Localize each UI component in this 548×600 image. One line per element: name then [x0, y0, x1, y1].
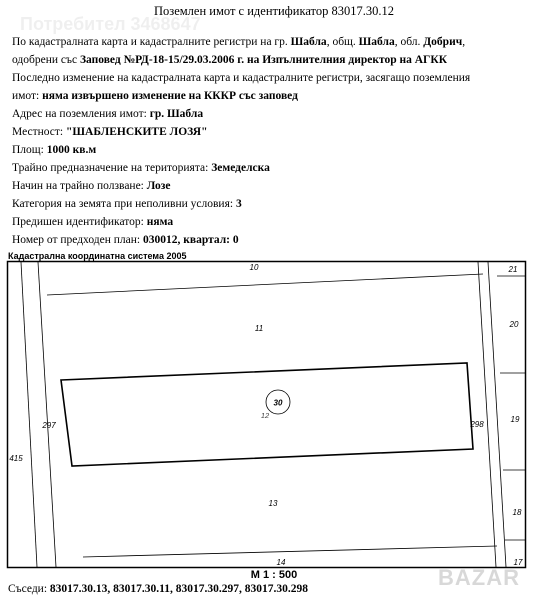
boundary-line — [21, 262, 37, 567]
boundary-line — [38, 262, 56, 567]
parcel-label: 18 — [512, 508, 522, 517]
info-area: Площ: 1000 кв.м — [12, 144, 97, 156]
info-usage: Начин на трайно ползване: Лозе — [12, 180, 171, 192]
page-title: Поземлен имот с идентификатор 83017.30.12 — [154, 4, 394, 18]
info-previous-id: Предишен идентификатор: няма — [12, 216, 174, 228]
info-address: Адрес на поземления имот: гр. Шабла — [12, 108, 204, 120]
parcel-label: 11 — [254, 324, 264, 333]
info-locality: Местност: "ШАБЛЕНСКИТЕ ЛОЗЯ" — [12, 126, 208, 138]
info-purpose: Трайно предназначение на територията: Земеделска — [12, 162, 270, 174]
boundary-line — [47, 274, 483, 295]
watermark-text: Потребител 3468647 — [20, 14, 201, 34]
parcel-label: 17 — [513, 558, 523, 567]
coordinate-system-label: Кадастрална координатна система 2005 — [8, 251, 187, 261]
parcel-label: 13 — [268, 499, 278, 508]
parcel-label: 297 — [42, 421, 56, 430]
boundary-line — [478, 262, 496, 567]
map-scale: М 1 : 500 — [250, 569, 298, 581]
bazar-logo: BAZAR — [438, 565, 520, 590]
info-category: Категория на земята при неполивни условия: 3 — [12, 198, 242, 210]
boundary-line — [83, 546, 497, 557]
parcel-label: 14 — [276, 558, 286, 567]
parcel-label: 12 — [260, 411, 270, 420]
parcel-label: 415 — [9, 454, 23, 463]
info-line-cadastral-map: По кадастралната карта и кадастралните регистри на гр. Шабла, общ. Шабла, обл. Добрич, — [12, 36, 466, 48]
parcel-label: 19 — [510, 415, 520, 424]
neighbors-line: Съседи: 83017.30.13, 83017.30.11, 83017.30.297, 83017.30.298 — [8, 583, 309, 595]
boundary-line — [488, 262, 506, 567]
parcel-label: 21 — [508, 265, 518, 274]
info-line-change-status: имот: няма извършено изменение на КККР със заповед — [12, 90, 298, 102]
info-previous-plan: Номер от предходен план: 030012, квартал: 0 — [12, 234, 239, 246]
highlight-number: 30 — [273, 398, 283, 408]
parcel-label: 10 — [249, 263, 259, 272]
info-line-approved-order: одобрени със Заповед №РД-18-15/29.03.2006 г. на Изпълнителния директор на АГКК — [12, 54, 448, 66]
info-line-last-change: Последно изменение на кадастралната карта и кадастралните регистри, засягащо поземления — [12, 72, 471, 84]
parcel-label: 298 — [470, 420, 484, 429]
parcel-label: 20 — [509, 320, 519, 329]
